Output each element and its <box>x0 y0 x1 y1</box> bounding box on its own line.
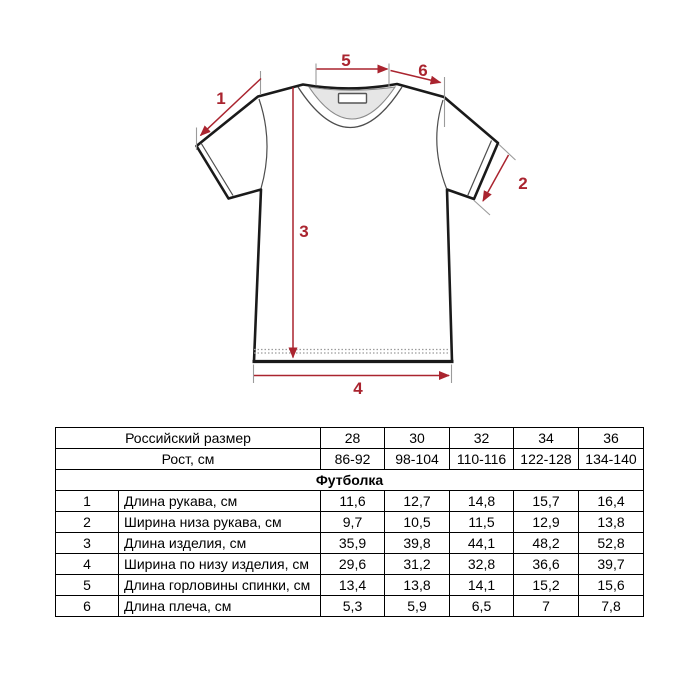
cell-value: 15,6 <box>579 575 644 596</box>
row-num: 4 <box>56 554 119 575</box>
cell-value: 36,6 <box>514 554 579 575</box>
callout-4: 4 <box>353 379 363 398</box>
table-row <box>56 512 644 533</box>
height-value: 86-92 <box>321 449 385 470</box>
height-value: 110-116 <box>450 449 514 470</box>
cell-value: 31,2 <box>385 554 450 575</box>
callout-3: 3 <box>299 222 309 241</box>
row-num: 1 <box>56 491 119 512</box>
size-value: 28 <box>321 428 385 449</box>
tshirt-outline <box>197 84 499 362</box>
callout-2: 2 <box>518 174 528 193</box>
row-num: 3 <box>56 533 119 554</box>
cell-value: 5,9 <box>385 596 450 617</box>
cell-value: 13,4 <box>321 575 385 596</box>
cell-value: 39,7 <box>579 554 644 575</box>
cell-value: 12,9 <box>514 512 579 533</box>
row-label: Длина изделия, см <box>119 533 321 554</box>
callout-1: 1 <box>216 89 226 108</box>
row-label: Длина рукава, см <box>119 491 321 512</box>
cell-value: 14,1 <box>450 575 514 596</box>
height-value: 98-104 <box>385 449 450 470</box>
cell-value: 9,7 <box>321 512 385 533</box>
row-label: Длина плеча, см <box>119 596 321 617</box>
callout-5: 5 <box>341 51 351 70</box>
row-label: Длина горловины спинки, см <box>119 575 321 596</box>
row-russian-size <box>56 428 644 449</box>
russian-size-label: Российский размер <box>56 428 321 449</box>
cell-value: 15,2 <box>514 575 579 596</box>
cell-value: 13,8 <box>579 512 644 533</box>
cell-value: 6,5 <box>450 596 514 617</box>
row-num: 2 <box>56 512 119 533</box>
cell-value: 52,8 <box>579 533 644 554</box>
row-height <box>56 449 644 470</box>
size-value: 30 <box>385 428 450 449</box>
row-num: 5 <box>56 575 119 596</box>
neck-tag <box>339 94 367 104</box>
cell-value: 10,5 <box>385 512 450 533</box>
row-section-title <box>56 470 644 491</box>
cell-value: 35,9 <box>321 533 385 554</box>
cell-value: 48,2 <box>514 533 579 554</box>
cell-value: 44,1 <box>450 533 514 554</box>
table-row <box>56 533 644 554</box>
cell-value: 14,8 <box>450 491 514 512</box>
table-row <box>56 596 644 617</box>
cell-value: 39,8 <box>385 533 450 554</box>
row-num: 6 <box>56 596 119 617</box>
cell-value: 15,7 <box>514 491 579 512</box>
cell-value: 13,8 <box>385 575 450 596</box>
height-value: 122-128 <box>514 449 579 470</box>
cell-value: 11,5 <box>450 512 514 533</box>
callout-6: 6 <box>418 61 428 80</box>
row-label: Ширина по низу изделия, см <box>119 554 321 575</box>
arrow-6-shoulder-length <box>391 71 441 83</box>
table-row <box>56 554 644 575</box>
height-label: Рост, см <box>56 449 321 470</box>
size-value: 34 <box>514 428 579 449</box>
height-value: 134-140 <box>579 449 644 470</box>
cell-value: 12,7 <box>385 491 450 512</box>
table-row <box>56 575 644 596</box>
size-table <box>55 427 644 617</box>
row-label: Ширина низа рукава, см <box>119 512 321 533</box>
cell-value: 5,3 <box>321 596 385 617</box>
section-title: Футболка <box>56 470 644 491</box>
cell-value: 16,4 <box>579 491 644 512</box>
cell-value: 29,6 <box>321 554 385 575</box>
cell-value: 32,8 <box>450 554 514 575</box>
cell-value: 7,8 <box>579 596 644 617</box>
table-row <box>56 491 644 512</box>
size-value: 32 <box>450 428 514 449</box>
tick-cuff-bottom <box>474 201 490 216</box>
cell-value: 11,6 <box>321 491 385 512</box>
size-value: 36 <box>579 428 644 449</box>
cell-value: 7 <box>514 596 579 617</box>
